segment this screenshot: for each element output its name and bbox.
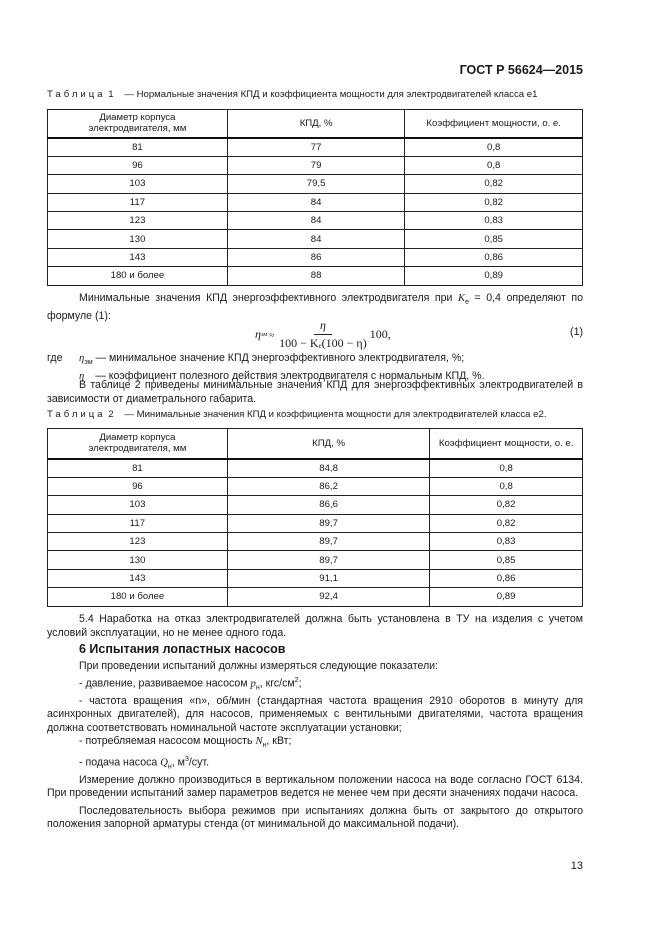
where-text: — минимальное значение КПД энергоэффективного электродвигателя, %; (92, 352, 465, 364)
table-cell: 86,2 (227, 477, 429, 495)
table-row (48, 175, 583, 193)
table-cell: 89,7 (227, 551, 429, 569)
table-row (48, 193, 583, 211)
list-item: - частота вращения «n», об/мин (стандартная частота вращения 2910 оборотов в минуту для асинхронных двигателей), для насосов, применяемых с вентильными двигателями, частота вращения должна соответствовать номинальной частоте эксплуатации установки; (47, 694, 583, 734)
table-cell: 0,86 (405, 248, 583, 266)
var-q-subscript: н (167, 763, 172, 771)
list-item-text: - давление, развиваемое насосом (79, 677, 251, 690)
table-row (48, 267, 583, 285)
table-cell: 130 (48, 551, 228, 569)
var-p: p (250, 678, 256, 690)
table-row (48, 569, 583, 587)
table-cell: 0,82 (405, 175, 583, 193)
section-heading: 6 Испытания лопастных насосов (79, 642, 286, 656)
where-label: где (47, 352, 63, 364)
var-n-subscript: н (262, 742, 267, 750)
where-line-1 (47, 352, 583, 370)
table-cell: 81 (48, 459, 228, 478)
list-item (47, 735, 583, 753)
table-row (48, 477, 583, 495)
table2-header-power-factor: Коэффициент мощности, о. е. (430, 429, 583, 459)
table-cell: 103 (48, 175, 228, 193)
table-cell: 180 и более (48, 588, 228, 606)
table-row (48, 248, 583, 266)
unit-superscript: 3 (184, 755, 189, 763)
table-row (48, 496, 583, 514)
where-symbol: η (79, 370, 85, 382)
table-cell: 88 (227, 267, 404, 285)
table-cell: 0,89 (430, 588, 583, 606)
table-cell: 96 (48, 477, 228, 495)
formula-approx: ≈ (269, 329, 275, 340)
table2 (47, 428, 583, 607)
table-cell: 117 (48, 193, 228, 211)
formula-fraction (279, 318, 367, 351)
table1 (47, 109, 583, 286)
table-cell: 0,82 (430, 496, 583, 514)
table2-caption-text: — Минимальные значения КПД и коэффициента мощности для электродвигателей класса е2. (124, 409, 547, 420)
var-k-subscript: e (465, 299, 469, 307)
table-cell: 84 (227, 230, 404, 248)
table-cell: 86 (227, 248, 404, 266)
table-row (48, 156, 583, 174)
table-cell: 0,82 (405, 193, 583, 211)
list-item (47, 753, 583, 774)
table-cell: 0,8 (430, 477, 583, 495)
paragraph-text: = 0,4 определяют по формуле (1): (47, 292, 584, 322)
table1-caption-number: 1 (108, 89, 117, 100)
table-cell: 0,83 (405, 212, 583, 230)
table-cell: 0,85 (430, 551, 583, 569)
table-row (48, 459, 583, 478)
formula-lhs: η (255, 327, 261, 341)
table1-caption-label: Таблица (47, 89, 106, 100)
table-cell: 92,4 (227, 588, 429, 606)
table-cell: 143 (48, 248, 228, 266)
table-row (48, 533, 583, 551)
var-n: N (255, 736, 263, 748)
list-item-text: - подача насоса (79, 756, 161, 769)
mode-sequence-paragraph: Последовательность выбора режимов при испытаниях должна быть от закрытого до открытого положения запорной арматуры стенда (от минимальной до максимальной подачи). (47, 804, 583, 831)
table-cell: 96 (48, 156, 228, 174)
table-cell: 143 (48, 569, 228, 587)
table-row (48, 551, 583, 569)
standard-number: ГОСТ Р 56624—2015 (459, 63, 583, 77)
list-item-text: , кВт; (266, 735, 292, 748)
table-cell: 180 и более (48, 267, 228, 285)
page-number: 13 (570, 860, 583, 872)
table-cell: 86,6 (227, 496, 429, 514)
table1-header-power-factor: Коэффициент мощности, о. е. (405, 110, 583, 138)
table-cell: 130 (48, 230, 228, 248)
formula-1 (255, 318, 391, 351)
table-row (48, 212, 583, 230)
formula-numerator: η (314, 318, 332, 335)
table-cell: 0,83 (430, 533, 583, 551)
table-cell: 84 (227, 212, 404, 230)
table-cell: 123 (48, 533, 228, 551)
table1-header-efficiency: КПД, % (227, 110, 404, 138)
table-cell: 79 (227, 156, 404, 174)
table2-caption (47, 409, 547, 420)
table2-caption-label: Таблица (47, 409, 106, 420)
unit-superscript: 2 (294, 676, 299, 684)
list-item-text: , м (171, 756, 185, 769)
list-item-text: - потребляемая насосом мощность (79, 735, 256, 748)
var-p-subscript: н (255, 684, 260, 692)
list-item-text: /сут. (188, 756, 210, 769)
table-cell: 0,8 (405, 156, 583, 174)
table-cell: 89,7 (227, 514, 429, 532)
list-item (47, 674, 583, 695)
table-cell: 0,8 (430, 459, 583, 478)
table1-caption (47, 89, 537, 100)
table-cell: 0,89 (405, 267, 583, 285)
table-cell: 89,7 (227, 533, 429, 551)
table-cell: 77 (227, 138, 404, 157)
table-row (48, 588, 583, 606)
table-cell: 0,82 (430, 514, 583, 532)
var-k: K (458, 293, 466, 304)
reliability-paragraph: 5.4 Наработка на отказ электродвигателей должна быть установлена в ТУ на изделия с учетом условий эксплуатации, но не менее одного года. (47, 613, 583, 639)
table-row (48, 138, 583, 157)
where-symbol: η (79, 353, 85, 364)
table-cell: 117 (48, 514, 228, 532)
table-row (48, 230, 583, 248)
table-cell: 103 (48, 496, 228, 514)
formula-number: (1) (570, 326, 583, 338)
table-cell: 0,85 (405, 230, 583, 248)
list-item-text: , кгс/см (259, 677, 295, 690)
formula-factor: 100, (369, 327, 391, 341)
table2-intro-paragraph: В таблице 2 приведены минимальные значения КПД для энергоэффективных электродвигателей в зависимости от диаметрального габарита. (47, 379, 583, 405)
table2-header-efficiency: КПД, % (227, 429, 429, 459)
table-cell: 84,8 (227, 459, 429, 478)
table2-caption-number: 2 (108, 409, 117, 420)
table-cell: 123 (48, 212, 228, 230)
formula-denominator: 100 − Kₑ(100 − η) (279, 336, 367, 350)
table-cell: 81 (48, 138, 228, 157)
table1-caption-text: — Нормальные значения КПД и коэффициента мощности для электродвигателей класса е1 (124, 89, 538, 100)
list-item-text: ; (298, 677, 302, 690)
formula-lhs-subscript: эм (260, 331, 268, 338)
table1-header-diameter: Диаметр корпуса электродвигателя, мм (48, 110, 228, 138)
var-q: Q (160, 757, 168, 769)
table-cell: 84 (227, 193, 404, 211)
table-row (48, 514, 583, 532)
table-cell: 0,8 (405, 138, 583, 157)
table2-header-diameter: Диаметр корпуса электродвигателя, мм (48, 429, 228, 459)
table-cell: 0,86 (430, 569, 583, 587)
measurement-paragraph: Измерение должно производиться в вертикальном положении насоса на воде согласно ГОСТ 6134. При проведении испытаний замер параметров ведется не менее чем при десяти значениях подачи насоса. (47, 773, 583, 800)
section6-intro: При проведении испытаний должны измеряться следующие показатели: (79, 660, 439, 672)
section6-body (47, 660, 583, 832)
where-text: — коэффициент полезного действия электродвигателя с нормальным КПД, %. (92, 369, 485, 382)
table-cell: 91,1 (227, 569, 429, 587)
where-symbol-subscript: эм (84, 359, 93, 367)
table-cell: 79,5 (227, 175, 404, 193)
paragraph-text: Минимальные значения КПД энергоэффективного электродвигателя при (79, 292, 458, 304)
